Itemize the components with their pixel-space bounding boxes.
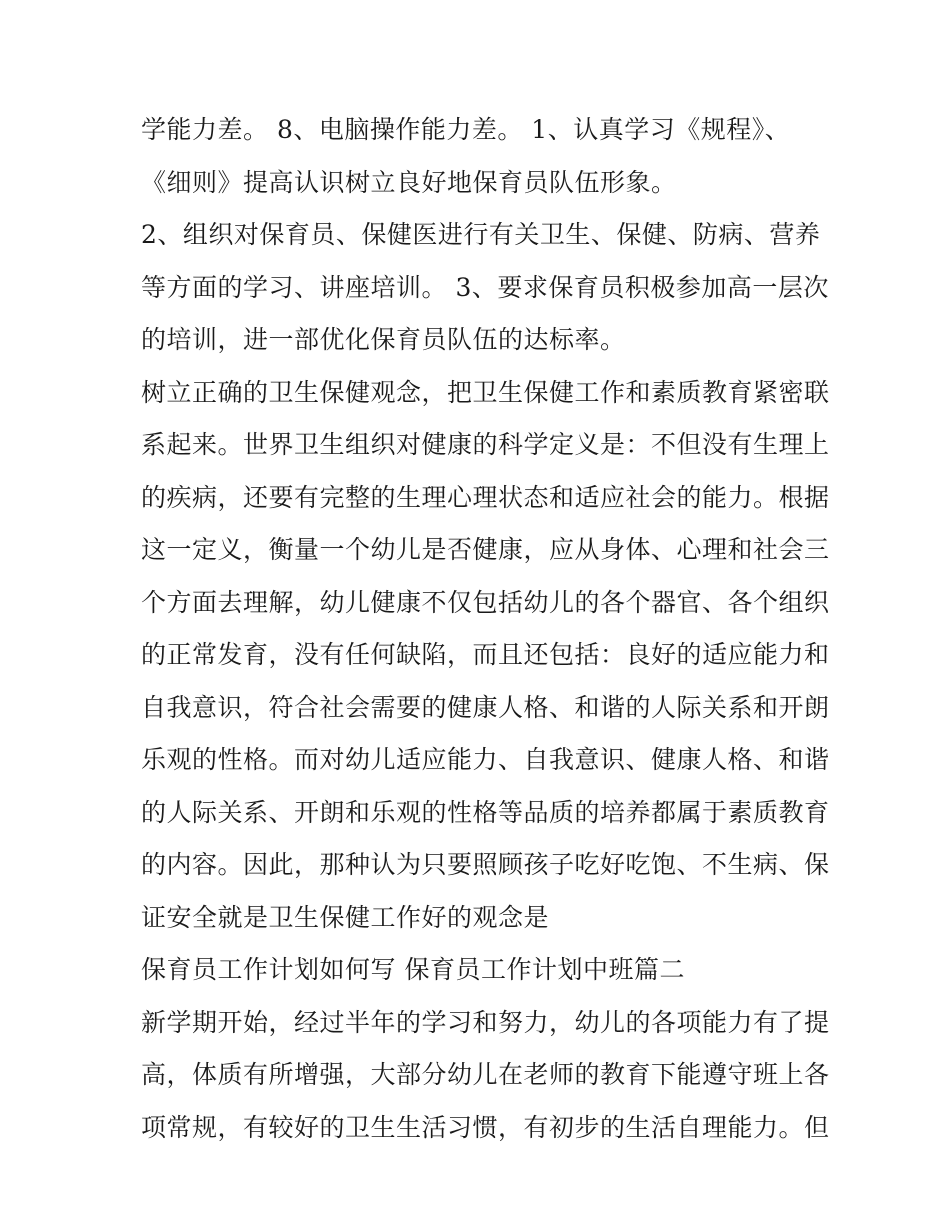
text-line: 自我意识，符合社会需要的健康人格、和谐的人际关系和开朗 xyxy=(141,692,830,722)
text-line: 的正常发育，没有任何缺陷，而且还包括：良好的适应能力和 xyxy=(141,640,830,669)
text-line: 这一定义，衡量一个幼儿是否健康，应从身体、心理和社会三 xyxy=(141,535,830,564)
text-line: 2、组织对保育员、保健医进行有关卫生、保健、防病、营养 xyxy=(141,220,821,249)
text-line: 个方面去理解，幼儿健康不仅包括幼儿的各个器官、各个组织 xyxy=(141,587,830,617)
document-body xyxy=(141,104,830,1154)
text-line: 新学期开始，经过半年的学习和努力，幼儿的各项能力有了提 xyxy=(141,1007,830,1037)
text-line: 的人际关系、开朗和乐观的性格等品质的培养都属于素质教育 xyxy=(141,797,830,827)
text-line: 的内容。因此，那种认为只要照顾孩子吃好吃饱、不生病、保 xyxy=(141,850,830,879)
text-line: 的疾病，还要有完整的生理心理状态和适应社会的能力。根据 xyxy=(141,482,830,512)
text-line: 系起来。世界卫生组织对健康的科学定义是：不但没有生理上 xyxy=(141,430,830,459)
text-line: 《细则》提高认识树立良好地保育员队伍形象。 xyxy=(141,167,677,197)
text-line: 高，体质有所增强，大部分幼儿在老师的教育下能遵守班上各 xyxy=(141,1060,830,1089)
text-line: 证安全就是卫生保健工作好的观念是 xyxy=(141,902,550,932)
text-line: 乐观的性格。而对幼儿适应能力、自我意识、健康人格、和谐 xyxy=(141,745,830,774)
text-line: 等方面的学习、讲座培训。 3、要求保育员积极参加高一层次 xyxy=(141,272,829,302)
section-heading: 保育员工作计划如何写 保育员工作计划中班篇二 xyxy=(141,955,685,984)
text-line: 树立正确的卫生保健观念，把卫生保健工作和素质教育紧密联 xyxy=(141,377,830,407)
text-line: 项常规，有较好的卫生生活习惯，有初步的生活自理能力。但 xyxy=(141,1112,830,1142)
text-line: 的培训，进一部优化保育员队伍的达标率。 xyxy=(141,325,626,354)
text-line: 学能力差。 8、电脑操作能力差。 1、认真学习《规程》、 xyxy=(141,115,791,144)
